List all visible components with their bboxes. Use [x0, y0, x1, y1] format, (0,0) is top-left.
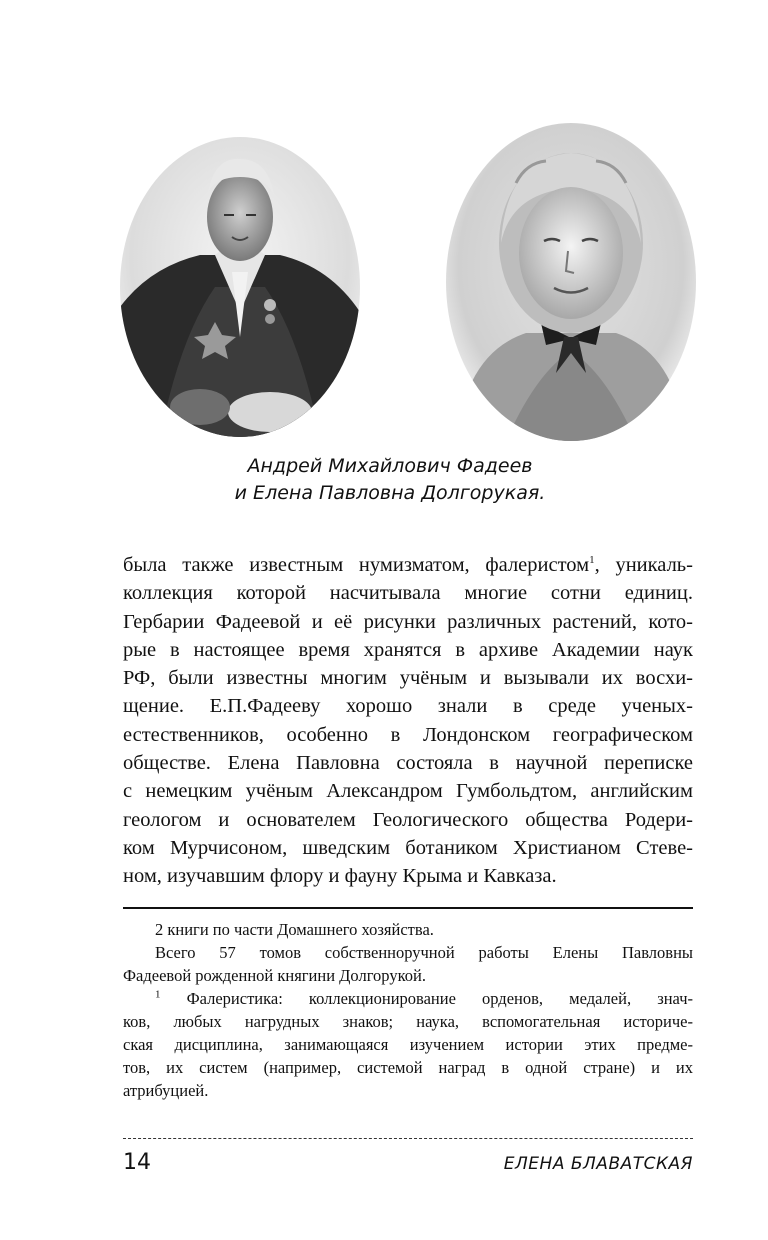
caption-line: и Елена Павловна Долгорукая.: [234, 482, 546, 504]
text-line: с немецким учёным Александром Гумбольдтом, английским: [123, 780, 693, 803]
caption-line: Андрей Михайлович Фадеев: [247, 455, 533, 477]
text-line: обществе. Елена Павловна состояла в научной переписке: [123, 752, 693, 775]
note-line: [123, 987, 693, 1010]
main-text: [123, 551, 693, 891]
text-line: рые в настоящее время хранятся в архиве Академии наук: [123, 638, 693, 661]
text-line: Гербарии Фадеевой и её рисунки различных растений, кото-: [123, 610, 693, 633]
running-head: ЕЛЕНА БЛАВАТСКАЯ: [503, 1154, 693, 1174]
text-line: естественников, особенно в Лондонском географическом: [123, 723, 693, 746]
footer-divider: [123, 1138, 693, 1139]
text-line: [123, 551, 693, 579]
footnote-mark: 1: [155, 988, 161, 1001]
footnote-ref: 1: [589, 554, 595, 567]
text-line: коллекция которой насчитывала многие сотни единиц.: [123, 582, 693, 605]
text-fragment: , уникаль-: [594, 554, 693, 576]
note-line: атрибуцией.: [123, 1081, 209, 1100]
footnotes: [123, 918, 693, 1102]
note-line: ская дисциплина, занимающаяся изучением истории этих предме-: [123, 1035, 693, 1054]
portraits-caption: [160, 453, 620, 507]
note-line: 2 книги по части Домашнего хозяйства.: [155, 920, 434, 939]
text-line: РФ, были известны многим учёным и вызывали их восхи-: [123, 667, 693, 690]
text-fragment: Фалеристика: коллекционирование орденов, медалей, знач-: [160, 989, 693, 1008]
portrait-fadeev-image: [120, 137, 360, 437]
text-line: щение. Е.П.Фадееву хорошо знали в среде ученых-: [123, 695, 693, 718]
note-line: ков, любых нагрудных знаков; наука, вспомогательная историче-: [123, 1012, 693, 1031]
note-line: Фадеевой рожденной княгини Долгорукой.: [123, 966, 426, 985]
page-number: 14: [123, 1150, 151, 1175]
text-line: ком Мурчисоном, шведским ботаником Христианом Стеве-: [123, 836, 693, 859]
footnote-divider: [123, 907, 693, 909]
text-line: ном, изучавшим флору и фауну Крыма и Кавказа.: [123, 865, 557, 888]
portrait-dolgorukaya-image: [446, 123, 696, 441]
note-line: Всего 57 томов собственноручной работы Елены Павловны: [155, 943, 693, 962]
text-fragment: была также известным нумизматом, фалеристом: [123, 554, 590, 576]
text-line: геологом и основателем Геологического общества Родери-: [123, 808, 693, 831]
note-line: тов, их систем (например, системой наград в одной стране) и их: [123, 1058, 693, 1077]
